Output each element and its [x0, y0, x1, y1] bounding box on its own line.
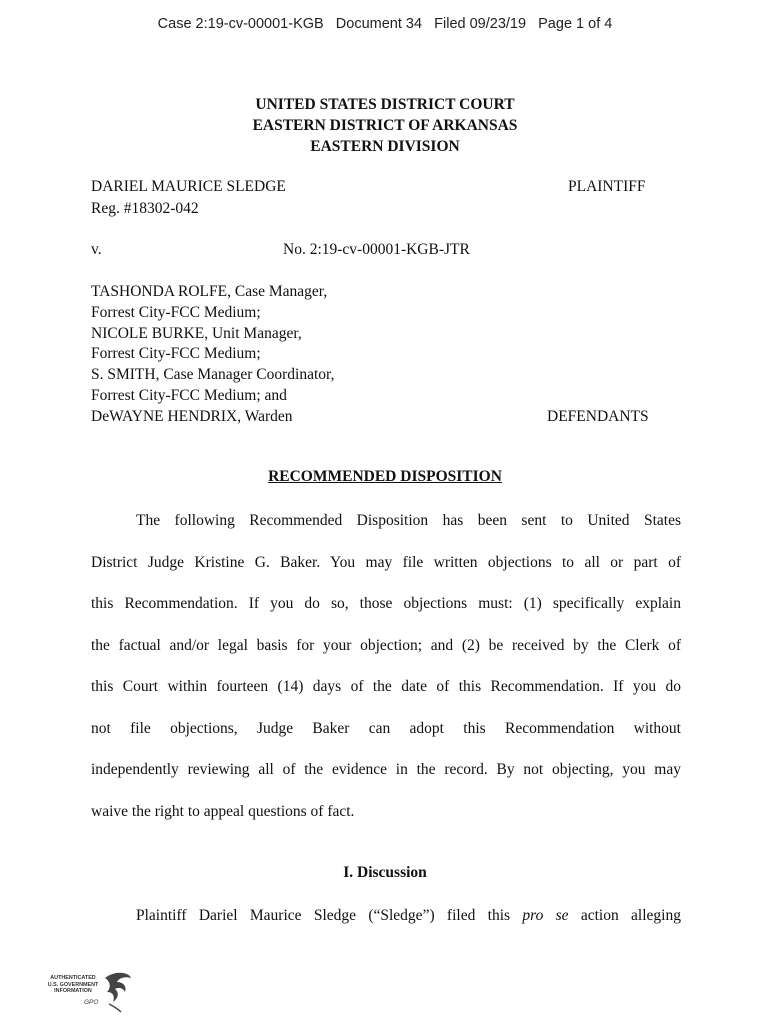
plaintiff-name: DARIEL MAURICE SLEDGE: [91, 178, 286, 195]
plaintiff-label: PLAINTIFF: [568, 178, 646, 195]
court-heading: [0, 94, 770, 157]
defendant-line: DeWAYNE HENDRIX, Warden: [91, 408, 293, 425]
defendant-line: S. SMITH, Case Manager Coordinator,: [91, 366, 335, 383]
gpo-authentication-logo: [44, 970, 134, 1014]
gpo-line: AUTHENTICATED: [50, 975, 96, 981]
italic-term: pro se: [522, 907, 569, 924]
header-document-number: Document 34: [335, 16, 423, 32]
gpo-line: INFORMATION: [54, 988, 92, 995]
paragraph-line: not file objections, Judge Baker can adopt this Recommendation without: [91, 719, 681, 737]
document-title: RECOMMENDED DISPOSITION: [268, 468, 502, 485]
paragraph-line: the factual and/or legal basis for your objection; and (2) be received by the Clerk of: [91, 636, 681, 654]
paragraph-line: The following Recommended Disposition has been sent to United States: [136, 512, 681, 529]
text-segment: action alleging: [568, 907, 681, 924]
gpo-logo-text: [44, 975, 102, 995]
plaintiff-reg-number: Reg. #18302-042: [91, 200, 199, 217]
notice-paragraph: [91, 500, 681, 832]
paragraph-line: [91, 895, 681, 937]
paragraph-line: this Court within fourteen (14) days of the date of this Recommendation. If you do: [91, 678, 681, 695]
section-heading: I. Discussion: [343, 864, 427, 881]
paragraph-line: waive the right to appeal questions of fact.: [91, 802, 355, 820]
defendants-label: DEFENDANTS: [547, 408, 649, 425]
document-header: [0, 16, 770, 32]
gpo-mark-text: GPO: [84, 999, 99, 1006]
defendant-line: Forrest City-FCC Medium;: [91, 345, 261, 362]
defendant-line: NICOLE BURKE, Unit Manager,: [91, 325, 302, 342]
case-number: No. 2:19-cv-00001-KGB-JTR: [283, 241, 470, 258]
defendant-line: TASHONDA ROLFE, Case Manager,: [91, 283, 328, 300]
gpo-line: U.S. GOVERNMENT: [47, 981, 99, 988]
paragraph-line: this Recommendation. If you do so, those objections must: (1) specifically explain: [91, 595, 681, 612]
paragraph-line: independently reviewing all of the evidence in the record. By not objecting, you may: [91, 761, 681, 778]
defendant-line: Forrest City-FCC Medium; and: [91, 387, 287, 404]
text-segment: Plaintiff Dariel Maurice Sledge (“Sledge”) filed this: [136, 907, 523, 924]
header-page-number: Page 1 of 4: [538, 16, 613, 32]
court-district: EASTERN DISTRICT OF ARKANSAS: [252, 117, 518, 134]
header-filed-date: Filed 09/23/19: [434, 16, 527, 32]
defendant-line: Forrest City-FCC Medium;: [91, 304, 261, 321]
header-case-number: Case 2:19-cv-00001-KGB: [157, 16, 324, 32]
court-name: UNITED STATES DISTRICT COURT: [255, 96, 515, 113]
court-division: EASTERN DIVISION: [310, 138, 460, 155]
eagle-icon: [101, 970, 135, 1014]
paragraph-line: District Judge Kristine G. Baker. You may file written objections to all or part of: [91, 553, 681, 571]
versus: v.: [91, 241, 102, 258]
discussion-paragraph: [91, 895, 681, 937]
